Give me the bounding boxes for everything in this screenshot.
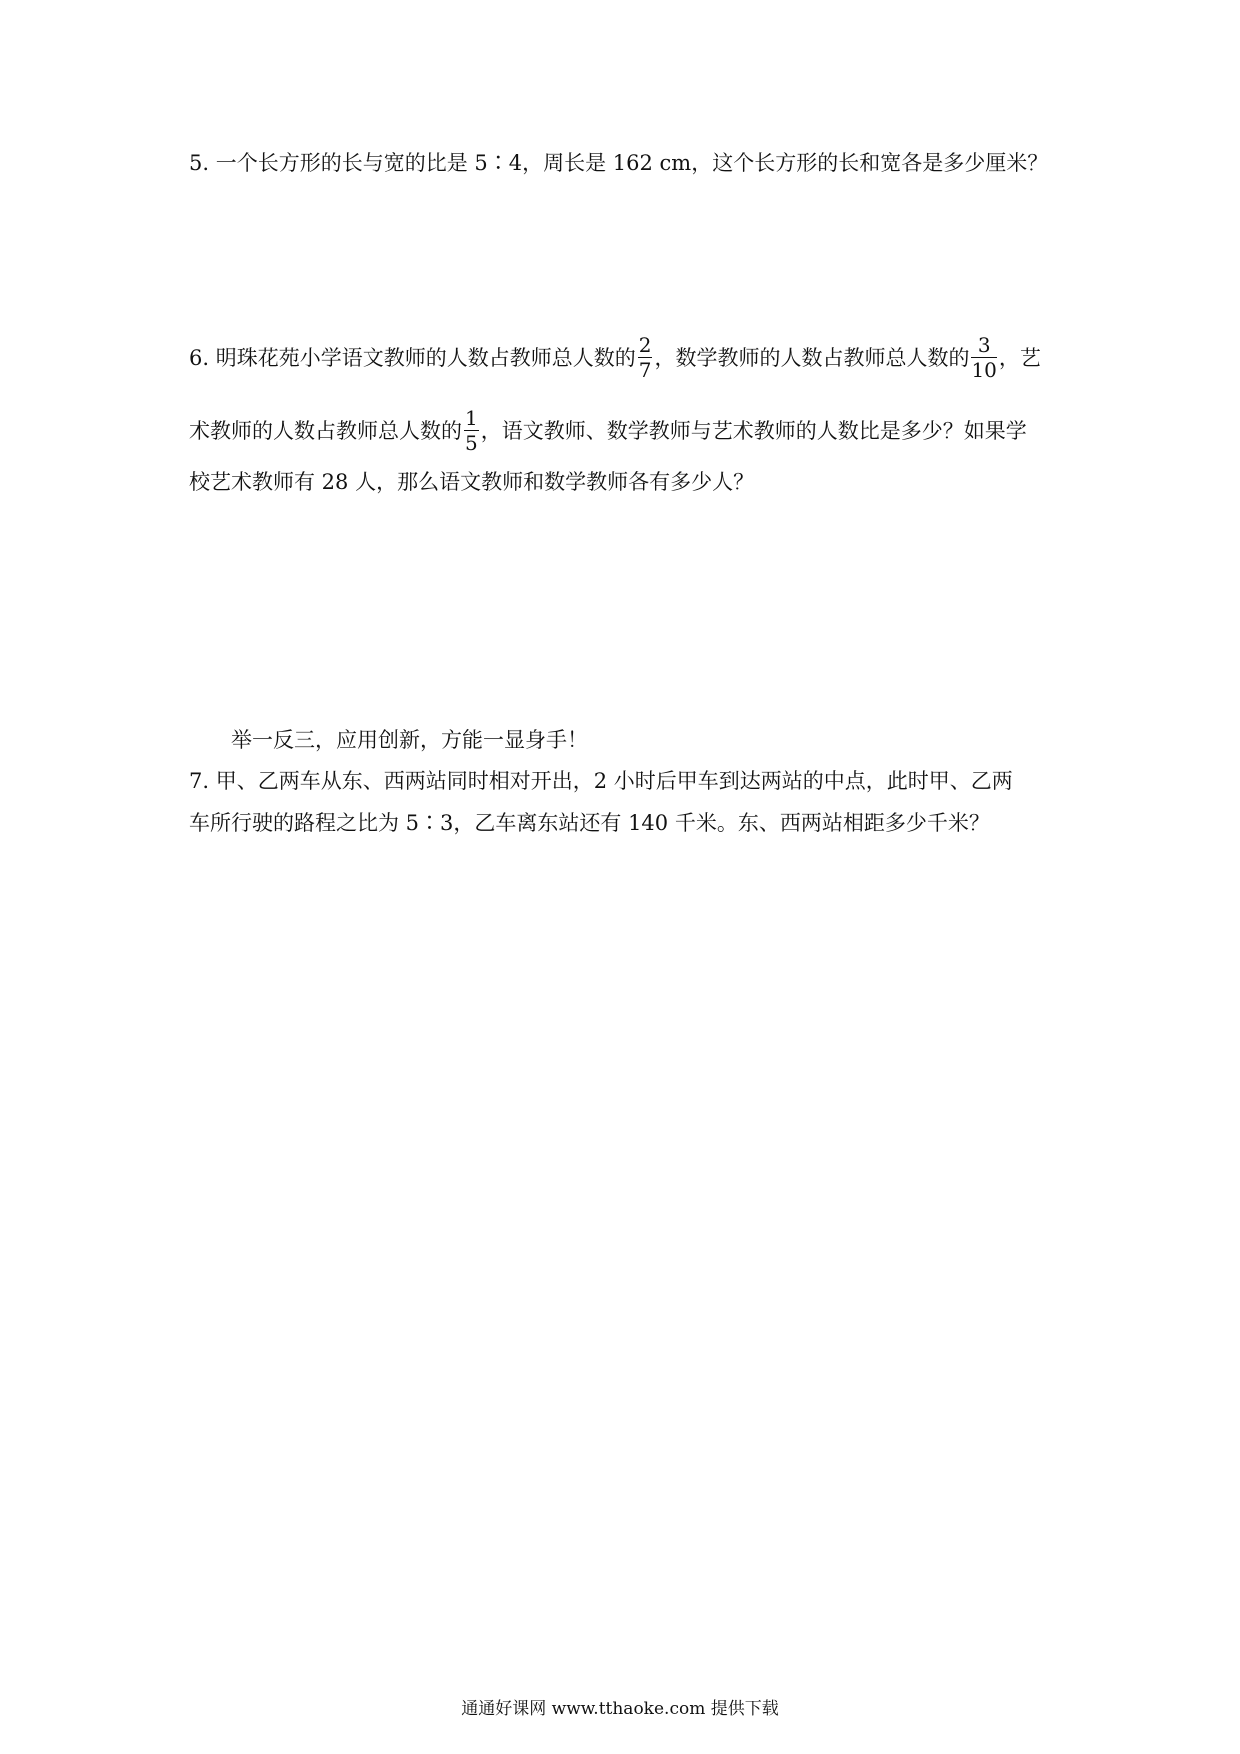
fraction-two-sevenths xyxy=(638,335,653,380)
page-footer: 通通好课网 www.tthaoke.com 提供下载 xyxy=(461,1699,779,1719)
fraction-denominator: 5 xyxy=(465,431,478,455)
problem-6-text: 术教师的人数占教师总人数的 xyxy=(189,419,462,443)
fraction-numerator: 3 xyxy=(971,335,996,358)
problem-6-text: ，数学教师的人数占教师总人数的 xyxy=(654,346,970,370)
problem-6-line-1 xyxy=(189,333,1041,382)
problem-6-text: ，艺 xyxy=(998,346,1041,370)
section-heading: 举一反三，应用创新，方能一显身手！ xyxy=(231,728,588,752)
problem-7-line-2: 车所行驶的路程之比为 5∶3，乙车离东站还有 140 千米。东、西两站相距多少千米？ xyxy=(189,811,990,835)
problem-6-text: ，语文教师、数学教师与艺术教师的人数比是多少？如果学 xyxy=(480,419,1027,443)
fraction-numerator: 1 xyxy=(465,406,478,430)
problem-5: 5. 一个长方形的长与宽的比是 5∶4，周长是 162 cm，这个长方形的长和宽各是多少厘米？ xyxy=(189,151,1049,175)
fraction-one-fifth xyxy=(464,408,479,453)
problem-6-text: 6. 明珠花苑小学语文教师的人数占教师总人数的 xyxy=(189,346,636,370)
problem-7-line-1: 7. 甲、乙两车从东、西两站同时相对开出，2 小时后甲车到达两站的中点，此时甲、乙两 xyxy=(189,769,1013,793)
fraction-denominator: 7 xyxy=(638,358,652,382)
fraction-numerator: 2 xyxy=(638,333,652,357)
problem-6-line-2 xyxy=(189,406,1027,455)
fraction-three-tenths xyxy=(971,335,996,380)
fraction-denominator: 10 xyxy=(971,358,997,382)
problem-6-line-3: 校艺术教师有 28 人，那么语文教师和数学教师各有多少人？ xyxy=(189,470,755,494)
